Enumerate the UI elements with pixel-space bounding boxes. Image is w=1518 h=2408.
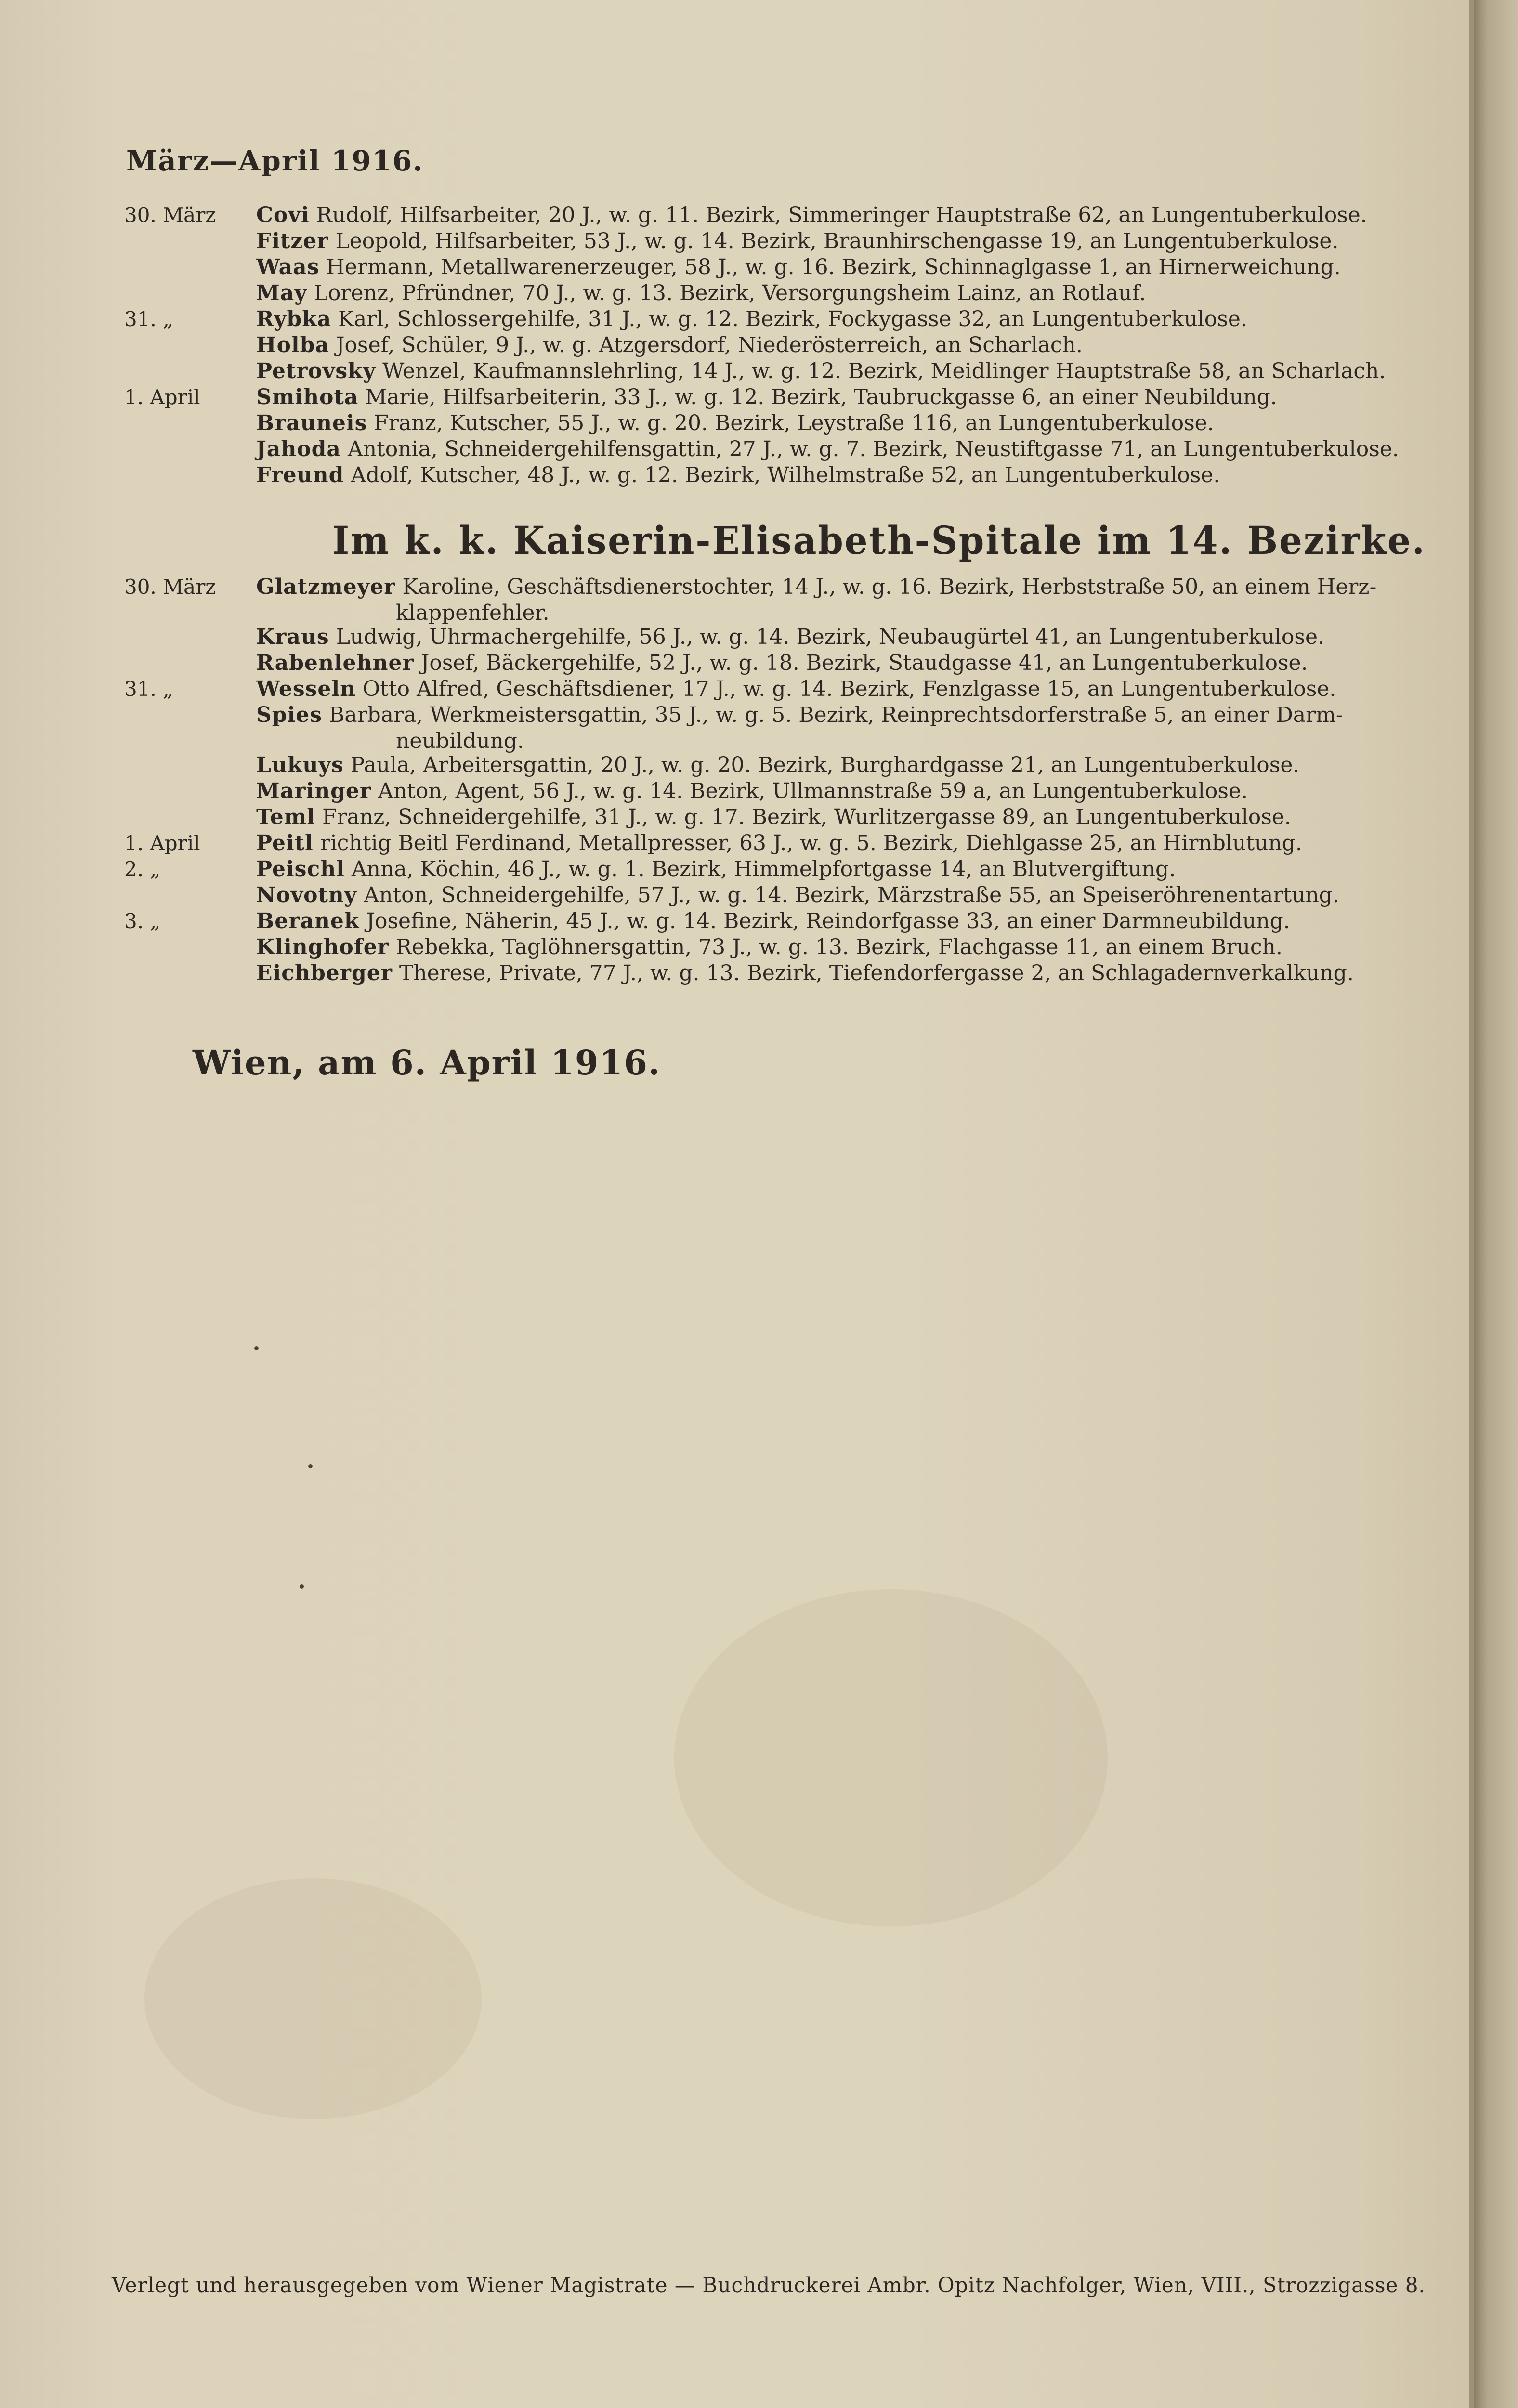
- section-title: Im k. k. Kaiserin-Elisabeth-Spitale im 14. Bezirke.: [332, 518, 1426, 563]
- entry-details: Josef, Schüler, 9 J., w. g. Atzgersdorf, Niederösterreich, an Scharlach.: [329, 333, 1083, 357]
- entry-text: [256, 908, 1290, 934]
- entry-text: [256, 462, 1220, 488]
- paper-stain: [674, 1589, 1108, 1926]
- entry-text: [256, 960, 1354, 986]
- entry-list-b: [0, 574, 1454, 1008]
- entry-text: [256, 830, 1302, 856]
- binding-gutter: [1474, 0, 1518, 2408]
- entry-name: Novotny: [256, 883, 357, 907]
- entry-text: [256, 934, 1282, 960]
- page-header: März—April 1916.: [126, 144, 424, 177]
- entry-text: [256, 804, 1291, 830]
- entry-list-a: [0, 202, 1454, 491]
- entry-name: Beranek: [256, 909, 360, 933]
- entry-details: Hermann, Metallwarenerzeuger, 58 J., w. g. 16. Bezirk, Schinnaglgasse 1, an Hirnerweichung.: [319, 255, 1341, 279]
- entry-details: Therese, Private, 77 J., w. g. 13. Bezirk, Tiefendorfergasse 2, an Schlagadernverkalkung.: [392, 961, 1354, 985]
- entry-details: Marie, Hilfsarbeiterin, 33 J., w. g. 12. Bezirk, Taubruckgasse 6, an einer Neubildung.: [358, 385, 1277, 409]
- entry-details: Otto Alfred, Geschäftsdiener, 17 J., w. g. 14. Bezirk, Fenzlgasse 15, an Lungentuberkulose.: [356, 677, 1336, 701]
- entry-text: [256, 882, 1339, 908]
- binding-edge: [1469, 0, 1474, 2408]
- entry-details: richtig Beitl Ferdinand, Metallpresser, 63 J., w. g. 5. Bezirk, Diehlgasse 25, an Hirnblutung.: [313, 831, 1302, 855]
- entry-details: Rudolf, Hilfsarbeiter, 20 J., w. g. 11. Bezirk, Simmeringer Hauptstraße 62, an Lungentuberkulose.: [309, 203, 1367, 227]
- entry-text: [256, 436, 1399, 462]
- entry-details: Anton, Schneidergehilfe, 57 J., w. g. 14. Bezirk, Märzstraße 55, an Speiseröhrenentartung.: [357, 883, 1339, 907]
- entry-details: Josef, Bäckergehilfe, 52 J., w. g. 18. Bezirk, Staudgasse 41, an Lungentuberkulose.: [414, 651, 1308, 675]
- entry-details: Lorenz, Pfründner, 70 J., w. g. 13. Bezirk, Versorgungsheim Lainz, an Rotlauf.: [307, 281, 1146, 305]
- entry-details: Anna, Köchin, 46 J., w. g. 1. Bezirk, Himmelpfortgasse 14, an Blutvergiftung.: [344, 857, 1176, 881]
- entry-details: Paula, Arbeitersgattin, 20 J., w. g. 20. Bezirk, Burghardgasse 21, an Lungentuberkulose.: [343, 753, 1300, 777]
- entry-text: [256, 254, 1341, 280]
- entry-name: Peischl: [256, 857, 345, 881]
- entry-details: Franz, Schneidergehilfe, 31 J., w. g. 17. Bezirk, Wurlitzergasse 89, an Lungentuberkulose.: [315, 805, 1291, 829]
- entry-text: [256, 778, 1248, 804]
- entry-name: Waas: [256, 255, 320, 279]
- entry-text: [256, 856, 1176, 882]
- entry-date: 31. „: [124, 307, 173, 331]
- imprint-footer: Verlegt und herausgegeben vom Wiener Magistrate — Buchdruckerei Ambr. Opitz Nachfolger, Wien, VIII., Strozzigasse 8.: [112, 2273, 1426, 2298]
- entry-text: [256, 358, 1386, 384]
- entry-details: Ludwig, Uhrmachergehilfe, 56 J., w. g. 14. Bezirk, Neubaugürtel 41, an Lungentuberkulose.: [329, 625, 1325, 649]
- entry-details: Rebekka, Taglöhnersgattin, 73 J., w. g. 13. Bezirk, Flachgasse 11, an einem Bruch.: [389, 935, 1282, 959]
- entry-name: Rabenlehner: [256, 651, 414, 675]
- entry-details: Barbara, Werkmeistersgattin, 35 J., w. g. 5. Bezirk, Reinprechtsdorferstraße 5, an einer Darm-: [322, 703, 1343, 727]
- entry-name: Rybka: [256, 307, 332, 331]
- entry-text: [256, 752, 1299, 778]
- entry-date: 30. März: [124, 203, 216, 227]
- entry-details: Josefine, Näherin, 45 J., w. g. 14. Bezirk, Reindorfgasse 33, an einer Darmneubildung.: [359, 909, 1290, 933]
- entry-name: Maringer: [256, 779, 372, 803]
- entry-name: Smihota: [256, 385, 359, 409]
- entry-name: Lukuys: [256, 753, 344, 777]
- entry-date: 2. „: [124, 857, 161, 881]
- entry-name: Glatzmeyer: [256, 575, 396, 599]
- entry-details: Franz, Kutscher, 55 J., w. g. 20. Bezirk, Leystraße 116, an Lungentuberkulose.: [367, 411, 1214, 435]
- entry-details: Leopold, Hilfsarbeiter, 53 J., w. g. 14. Bezirk, Braunhirschengasse 19, an Lungentuberkulose.: [328, 229, 1339, 253]
- entry-text: [256, 650, 1308, 676]
- entry-text: [256, 280, 1146, 306]
- entry-details: Antonia, Schneidergehilfensgattin, 27 J., w. g. 7. Bezirk, Neustiftgasse 71, an Lungentuberkulose.: [340, 437, 1399, 461]
- entry-name: Eichberger: [256, 961, 393, 985]
- entry-name: Kraus: [256, 625, 329, 649]
- entry-text: [256, 202, 1367, 228]
- paper-stain: [144, 1878, 482, 2119]
- entry-text: [256, 384, 1277, 410]
- entry-date: 1. April: [124, 385, 200, 409]
- entry-name: Jahoda: [256, 437, 341, 461]
- entry-text: [256, 702, 1343, 728]
- entry-name: Holba: [256, 333, 329, 357]
- entry-name: May: [256, 281, 307, 305]
- entry-text: [256, 228, 1338, 254]
- entry-date: 31. „: [124, 677, 173, 701]
- entry-name: Klinghofer: [256, 935, 389, 959]
- entry-name: Spies: [256, 703, 323, 727]
- entry-name: Fitzer: [256, 229, 329, 253]
- entry-date: 3. „: [124, 909, 161, 933]
- entry-text: [256, 332, 1083, 358]
- entry-text: [256, 676, 1336, 702]
- entry-text: [256, 574, 1376, 600]
- entry-name: Petrovsky: [256, 359, 376, 383]
- entry-text: [256, 410, 1214, 436]
- entry-date: 30. März: [124, 575, 216, 599]
- entry-name: Brauneis: [256, 411, 367, 435]
- entry-name: Teml: [256, 805, 315, 829]
- entry-date: 1. April: [124, 831, 200, 855]
- entry-text: [256, 624, 1324, 650]
- entry-name: Freund: [256, 463, 344, 487]
- entry-details: Adolf, Kutscher, 48 J., w. g. 12. Bezirk, Wilhelmstraße 52, an Lungentuberkulose.: [344, 463, 1220, 487]
- entry-name: Covi: [256, 203, 310, 227]
- entry-details: Karoline, Geschäftsdienerstochter, 14 J., w. g. 16. Bezirk, Herbststraße 50, an einem Herz-: [395, 575, 1377, 599]
- entry-continuation: neubildung.: [396, 729, 524, 753]
- closing-line: Wien, am 6. April 1916.: [193, 1043, 661, 1083]
- entry-details: Wenzel, Kaufmannslehrling, 14 J., w. g. 12. Bezirk, Meidlinger Hauptstraße 58, an Scharlach.: [376, 359, 1386, 383]
- entry-continuation: klappenfehler.: [396, 601, 550, 625]
- entry-details: Karl, Schlossergehilfe, 31 J., w. g. 12. Bezirk, Fockygasse 32, an Lungentuberkulose.: [331, 307, 1247, 331]
- entry-name: Wesseln: [256, 677, 356, 701]
- entry-details: Anton, Agent, 56 J., w. g. 14. Bezirk, Ullmannstraße 59 a, an Lungentuberkulose.: [371, 779, 1248, 803]
- entry-text: [256, 306, 1247, 332]
- entry-name: Peitl: [256, 831, 314, 855]
